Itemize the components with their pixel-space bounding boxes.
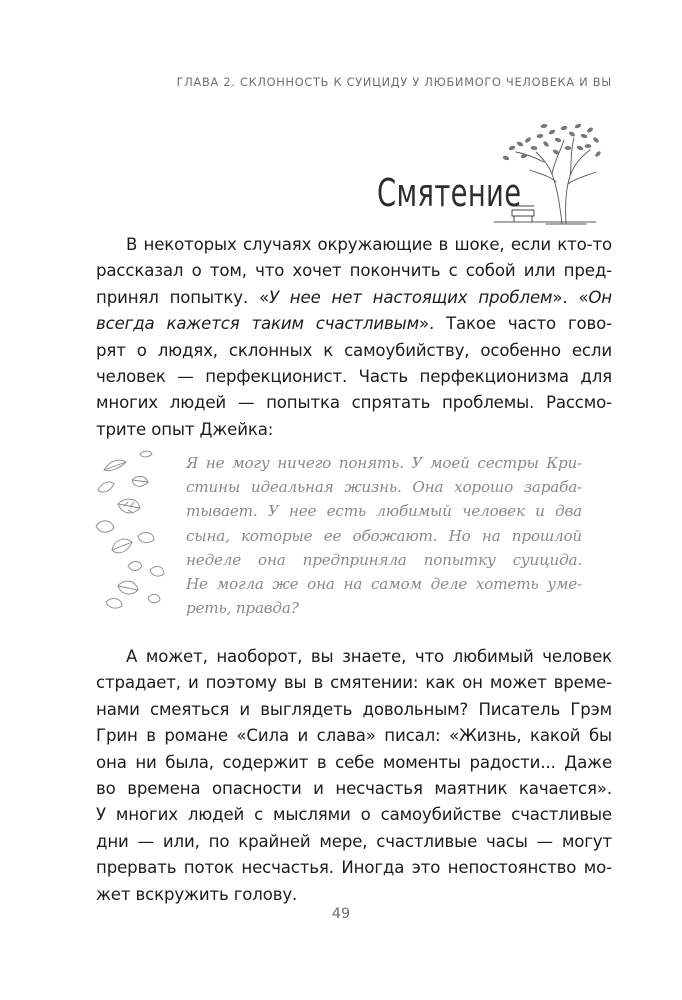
quote-line: Не могла же она на самом деле хотеть уме- [186,575,582,594]
paragraph-1-line: многих людей — попытка спрятать проблемы. Рассмо- [96,393,612,413]
quote-line: сына, которые ее обожают. Но на прошлой [186,526,582,545]
paragraph-1-line: трите опыт Джейка: [96,419,274,439]
paragraph-1-line: человек — перфекционист. Часть перфекционизма для [96,367,612,387]
paragraph-1-line: рят о людях, склонных к самоубийству, особенно если [96,340,612,360]
paragraph-2 [96,644,612,908]
paragraph-2-line: дни — или, по крайней мере, счастливые часы — могут [96,831,612,851]
quote-inline: всегда кажется таким счастливым [96,314,419,334]
quote-inline: Он [588,287,612,307]
quote-line: реть, правда? [186,599,299,618]
quote-line: стины идеальная жизнь. Она хорошо зараба- [186,478,582,497]
quote-line: тывает. У нее есть любимый человек и два [186,502,582,521]
quote-line: неделе она предприняла попытку суицида. [186,550,582,569]
running-header: ГЛАВА 2. СКЛОННОСТЬ К СУИЦИДУ У ЛЮБИМОГО ЧЕЛОВЕКА И ВЫ [176,76,612,89]
page-number: 49 [331,906,351,922]
paragraph-2-line: прервать поток несчастья. Иногда это непостоянство мо- [96,858,612,878]
paragraph-1-line [96,285,612,311]
paragraph-1-text: ». « [552,287,589,307]
quote-inline: У нее нет настоящих проблем [268,287,553,307]
paragraph-2-line: она ни была, содержит в себе моменты радости... Даже [96,752,612,772]
falling-leaves-illustration [92,446,168,616]
paragraph-2-line: во времена опасности и несчастья маятник качается». [96,779,612,799]
paragraph-1-line: рассказал о том, что хочет покончить с собой или пред- [96,261,612,281]
block-quote [186,451,582,620]
quote-line: Я не могу ничего понять. У моей сестры Кри- [186,454,582,472]
paragraph-1 [96,232,612,443]
paragraph-2-line: Грин в романе «Сила и слава» писал: «Жизнь, какой бы [96,726,612,746]
paragraph-2-line: нами смеяться и выглядеть довольным? Писатель Грэм [96,699,612,719]
paragraph-2-line: жет вскружить голову. [96,884,298,904]
paragraph-1-text: принял попытку. « [96,287,269,307]
paragraph-2-line: У многих людей с мыслями о самоубийстве счастливые [96,805,612,825]
section-title: Смятение [377,171,522,215]
paragraph-2-line: А может, наоборот, вы знаете, что любимый человек [126,647,612,666]
paragraph-1-line [96,311,612,337]
paragraph-2-line: страдает, и поэтому вы в смятении: как он может време- [96,673,612,693]
paragraph-1-text: ». Такое часто гово- [418,314,612,334]
paragraph-1-line: В некоторых случаях окружающие в шоке, если кто-то [126,235,612,254]
